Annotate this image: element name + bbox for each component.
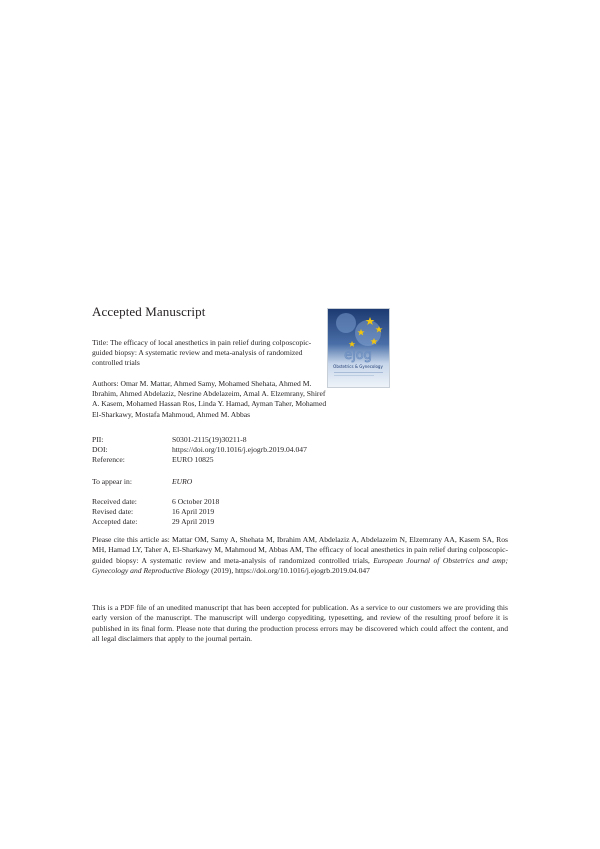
page-title: Accepted Manuscript bbox=[92, 304, 206, 319]
accepted-value: 29 April 2019 bbox=[172, 517, 215, 527]
revised-label: Revised date: bbox=[92, 507, 134, 517]
citation-lead: Please cite this article as: Mattar OM, Samy A, Shehata M, Ibrahim AM, Abdelaziz A, Abdelazeim N, Elzemrany AA, Kasem SA, Ros MH, Hamad LY, Taher A, El-Sharkawy M, Mahmoud M, Abbas AM, The efficacy of local anesthetics in pain relief during colposcopic-guided biopsy: A systematic review and meta-analysis of randomized controlled trials, bbox=[92, 535, 508, 565]
identifiers-table bbox=[92, 435, 307, 466]
reference-row bbox=[92, 455, 307, 465]
doi-link[interactable]: https://doi.org/10.1016/j.ejogrb.2019.04.047 bbox=[172, 445, 307, 455]
appear-row bbox=[92, 477, 192, 487]
citation-journal: European Journal of Obstetrics and amp; Gynecology and Reproductive Biology bbox=[92, 555, 508, 576]
accepted-label: Accepted date: bbox=[92, 517, 138, 527]
citation-paragraph bbox=[92, 535, 508, 577]
authors-list: Authors: Omar M. Mattar, Ahmed Samy, Mohamed Shehata, Ahmed M. Ibrahim, Ahmed Abdelaziz, Nesrine Abdelazeim, Amal A. Elzemrany, Shiref A. Kasem, Mohamed Hassan Ros, Linda Y. Hamad, Ayman Taher, Mohamed El-Sharkawy, Mostafa Mahmoud, Ahmed M. Abbas bbox=[92, 379, 327, 419]
dates-table bbox=[92, 497, 219, 528]
reference-value: EURO 10825 bbox=[172, 455, 214, 465]
accepted-row bbox=[92, 517, 219, 527]
doi-row bbox=[92, 445, 307, 455]
appear-in bbox=[92, 477, 192, 487]
received-row bbox=[92, 497, 219, 507]
pii-value: S0301-2115(19)30211-8 bbox=[172, 435, 247, 444]
received-label: Received date: bbox=[92, 497, 137, 506]
citation-tail: (2019), https://doi.org/10.1016/j.ejogrb.2019.04.047 bbox=[209, 566, 370, 576]
pii-label: PII: bbox=[92, 435, 104, 444]
appear-value: EURO bbox=[172, 477, 193, 486]
article-title: Title: The efficacy of local anesthetics in pain relief during colposcopic-guided biopsy: A systematic review and meta-analysis of randomized controlled trials bbox=[92, 338, 312, 368]
appear-label: To appear in: bbox=[92, 477, 132, 486]
reference-label: Reference: bbox=[92, 455, 125, 465]
revised-value: 16 April 2019 bbox=[172, 507, 215, 517]
pii-row bbox=[92, 435, 307, 445]
notice-paragraph: This is a PDF file of an unedited manuscript that has been accepted for publication. As a service to our customers we are providing this early version of the manuscript. The manuscript will undergo copyediting, typesetting, and review of the resulting proof before it is published in its final form. Please note that during the production process errors may be discovered which could affect the content, and all legal disclaimers that apply to the journal pertain. bbox=[92, 603, 508, 644]
cover-logo: ejog bbox=[344, 348, 372, 363]
cover-journal-title: Obstetrics & Gynecology bbox=[333, 364, 383, 369]
doi-label: DOI: bbox=[92, 445, 108, 455]
journal-cover-image bbox=[327, 308, 390, 388]
revised-row bbox=[92, 507, 219, 517]
received-value: 6 October 2018 bbox=[172, 497, 220, 506]
journal-cover-art bbox=[328, 309, 389, 387]
